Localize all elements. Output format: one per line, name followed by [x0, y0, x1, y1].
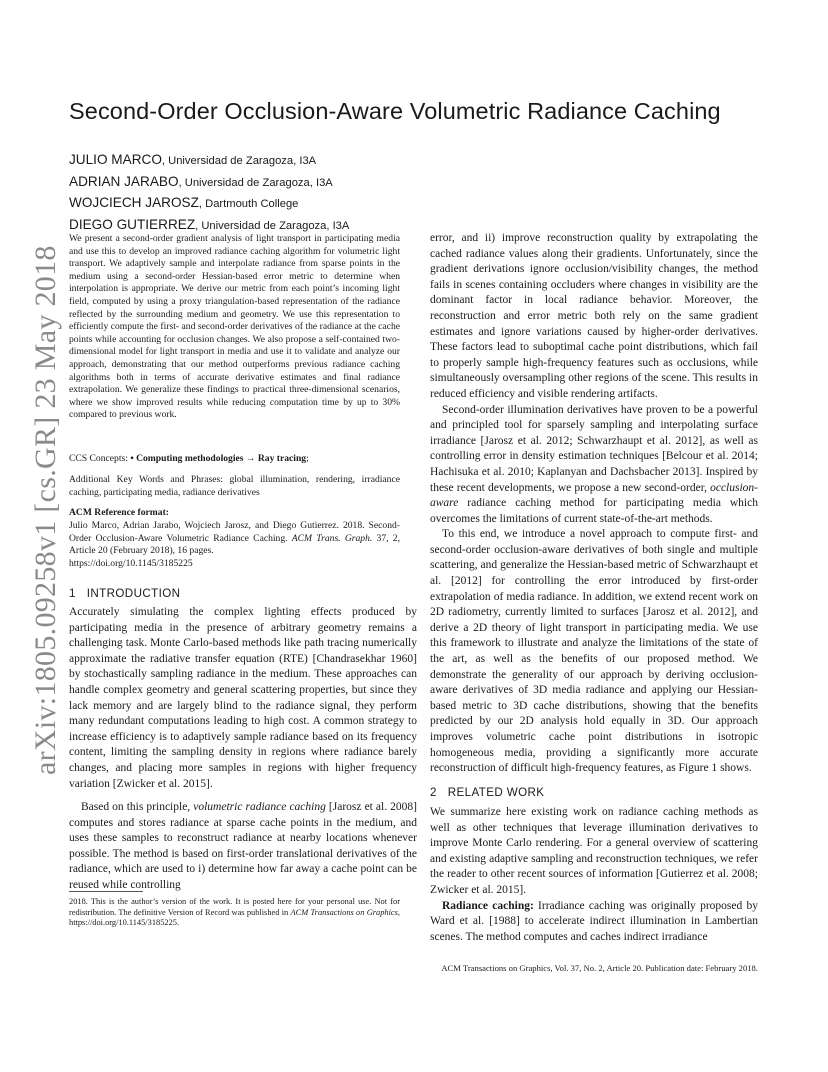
- footnote-emphasis: ACM Transactions on Graphics: [290, 907, 398, 917]
- section-heading-introduction: [69, 587, 180, 600]
- acm-reference-doi-link[interactable]: https://doi.org/10.1145/3185225: [69, 557, 193, 569]
- intro-p2-emphasis: volumetric radiance caching: [193, 801, 326, 813]
- abstract: We present a second-order gradient analysis of light transport in participating media and use this to develop an improved radiance caching algorithm for volumetric light transport. We adaptively sample and interpolate radiance from sparse points in the medium using a second-order Hessian-based error metric to determine when interpolation is appropriate. We derive our metric from each point’s incoming light field, computed by using a proxy triangulation-based representation of the radiance reflected by the surrounding medium and geometry. We use this representation to efficiently compute the first- and second-order derivatives of the radiance at the cache points while accounting for occlusion changes. We also propose a self-contained two-dimensional model for light transport in media and use it to validate and analyze our approach, demonstrating that our method outperforms previous radiance caching algorithms both in terms of accurate derivative estimates and final radiance extrapolation. We generalize these findings to practical three-dimensional scenarios, where we show improved results while reducing computation time by up to 30% compared to previous work.: [69, 233, 400, 421]
- intro-paragraph-2: [69, 800, 417, 894]
- arxiv-stamp: [10, 245, 62, 775]
- ccs-suffix: ;: [306, 453, 309, 464]
- related-p2-text: Irradiance caching was originally proposed by Ward et al. [1988] to accelerate indirect illumination in Lambertian scenes. The method computes and caches indirect irradiance: [430, 899, 758, 943]
- acm-reference-details: 37, 2, Article 20 (February 2018), 16 pages.: [69, 532, 401, 557]
- section-title: INTRODUCTION: [86, 587, 181, 600]
- related-paragraph-2: [430, 899, 758, 946]
- author-affiliation: , Dartmouth College: [198, 198, 299, 210]
- intro-p2-text-b: [Jarosz et al. 2008] computes and stores radiance at sparse cache points in the medium, and uses these samples to reconstruct radiance at nearby locations whenever possible. The method is based on first-order translational derivatives of the radiance, which are used to i) determine how far away a cache point can be reused while controlling: [69, 801, 418, 891]
- section-title: RELATED WORK: [447, 786, 545, 799]
- right-p2-text-a: Second-order illumination derivatives have proven to be a powerful and principled tool for sparsely sampling and interpolating surface irradiance [Jarosz et al. 2012; Schwarzhaupt et al. 2012], as well as controlling error in density estimation techniques [Belcour et al. 2014; Hachisuka et al. 2010; Kaplanyan and Dachsbacher 2013]. Inspired by these recent developments, we propose a new second-order,: [430, 403, 758, 494]
- keywords: Additional Key Words and Phrases: global illumination, rendering, irradiance caching, participating media, radiance derivatives: [69, 474, 400, 498]
- section-number: 2: [430, 786, 437, 799]
- page-footer: ACM Transactions on Graphics, Vol. 37, No. 2, Article 20. Publication date: February 2018.: [441, 963, 758, 973]
- author-affiliation: , Universidad de Zaragoza, I3A: [178, 176, 333, 189]
- right-paragraph-2: [430, 403, 758, 528]
- paper-title: Second-Order Occlusion-Aware Volumetric Radiance Caching: [69, 98, 721, 124]
- ccs-prefix: CCS Concepts:: [69, 453, 131, 464]
- footnote-rule: [69, 891, 143, 892]
- footnote-text-a: 2018. This is the author’s version of the work. It is posted here for your personal use. Not for redistribution. The definitive Version of Record was published in: [69, 897, 400, 917]
- author-affiliation: , Universidad de Zaragoza, I3A: [161, 155, 317, 167]
- author-list: [69, 150, 429, 236]
- acm-reference-text: [69, 520, 400, 570]
- ccs-concept: Computing methodologies → Ray tracing: [136, 453, 307, 464]
- author-affiliation: , Universidad de Zaragoza, I3A: [195, 219, 350, 232]
- section-heading-related-work: [430, 786, 544, 799]
- right-p2-text-b: radiance caching method for participating media which overcomes the limitations of current state-of-the-art methods.: [430, 497, 758, 525]
- right-column-top: [430, 231, 758, 777]
- author: [69, 193, 429, 215]
- acm-reference-heading: ACM Reference format:: [69, 507, 169, 518]
- author-name: JULIO MARCO: [69, 152, 162, 167]
- section-number: 1: [69, 587, 76, 600]
- intro-p2-text-a: Based on this principle,: [81, 801, 194, 813]
- right-paragraph-3: To this end, we introduce a novel approach to compute first- and second-order occlusion-aware derivatives of both single and multiple scattering, and generalize the Hessian-based metric of Schwarzhaupt et al. [2012] for controlling the error introduced by first-order extrapolation of media radiance. In addition, we extend recent work on 2D radiometry, currently limited to surfaces [Jarosz et al. 2012], and derive a 2D theory of light transport in participating media. We use this framework to illustrate and analyze the limitations of the state of the art, as well as the benefits of our proposed method. We demonstrate the generality of our approach by deriving occlusion-aware derivatives of 3D media radiance and applying our Hessian-based metric to 3D cache distributions, showing that the benefits predicted by our 2D analysis hold equally in 3D. Our approach improves volumetric cache point distributions in isotropic homogeneous media, providing a significantly more accurate reconstruction of difficult high-frequency features, as Figure 1 shows.: [430, 528, 758, 775]
- arxiv-stamp-text: arXiv:1805.09258v1 [cs.GR] 23 May 2018: [29, 245, 62, 775]
- right-paragraph-1: error, and ii) improve reconstruction quality by extrapolating the cached radiance values along their gradients. Unfortunately, since the gradient derivations ignore occlusion/visibility changes, the method fails in scenes containing occluders where changes in visibility are the dominant factor in local radiance behavior. Moreover, the reconstruction and error metric both rely on the same gradient estimates and ignore variations caused by higher-order derivatives. These factors lead to suboptimal cache point distributions, which fail to properly sample high-frequency features such as occlusions, while simultaneously oversampling other regions of the scene. This results in reduced efficiency and visible rendering artifacts.: [430, 232, 758, 400]
- author: [69, 172, 429, 194]
- ccs-concepts: [69, 453, 400, 466]
- right-p2-emphasis: occlusion-aware: [430, 481, 758, 510]
- footnote-text-b: , https://doi.org/10.1145/3185225.: [69, 907, 400, 928]
- acm-reference-authors: Julio Marco, Adrian Jarabo, Wojciech Jarosz, and Diego Gutierrez. 2018. Second-Order Occlusion-Aware Volumetric Radiance Caching.: [69, 520, 400, 544]
- author: [69, 150, 429, 172]
- author-name: DIEGO GUTIERREZ: [69, 216, 196, 232]
- intro-paragraph-1: Accurately simulating the complex lighting effects produced by participating media in the presence of arbitrary geometry remains a challenging task. Monte Carlo-based methods like path tracing numerically approximate the radiative transfer equation (RTE) [Chandrasekhar 1960] by stochastically sampling radiance in the medium. These approaches can handle complex geometry and general scattering properties, but since they lack memory and are largely blind to the radiance signal, they perform many redundant computations leading to high cost. A common strategy to increase efficiency is to adaptively sample radiance based on its frequency content, limiting the sampling density in regions where radiance barely changes, and placing more samples in regions with higher frequency variation [Zwicker et al. 2015].: [69, 606, 417, 790]
- related-paragraph-1: We summarize here existing work on radiance caching methods as well as other techniques that leverage illumination derivatives to improve Monte Carlo rendering. For a general overview of scattering and existing adaptive sampling and reconstruction techniques, we refer the reader to other recent sources of information [Gutierrez et al. 2008; Zwicker et al. 2015].: [430, 806, 758, 896]
- author-name: ADRIAN JARABO: [69, 173, 179, 189]
- footnote: [69, 897, 400, 929]
- author-name: WOJCIECH JAROSZ: [69, 195, 199, 210]
- related-work-body: [430, 805, 758, 945]
- ccs-bullet: •: [130, 453, 137, 464]
- related-p2-bold: Radiance caching:: [442, 899, 534, 912]
- acm-reference-journal: ACM Trans. Graph.: [291, 532, 373, 544]
